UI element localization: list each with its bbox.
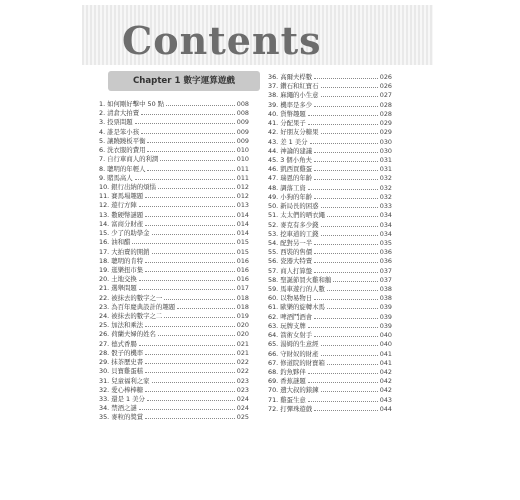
toc-entry-title: 36. 高爾夫桿數: [268, 73, 313, 81]
toc-leader-dots: [314, 194, 378, 199]
toc-entry-title: 67. 修道院的財寶箱: [268, 358, 325, 367]
toc-entry-title: 55. 西裝的售價: [268, 248, 313, 257]
toc-entry-title: 16. 油和醋: [99, 238, 131, 247]
toc-entry-title: 29. 抹茶歷史書: [99, 358, 144, 367]
toc-leader-dots: [327, 360, 378, 365]
toc-leader-dots: [321, 129, 378, 134]
toc-leader-dots: [139, 405, 235, 410]
toc-leader-dots: [314, 406, 378, 411]
toc-entry-title: 42. 好朋友分糖果: [268, 128, 319, 137]
toc-leader-dots: [145, 322, 235, 327]
toc-entry: [268, 221, 392, 230]
toc-entry: [268, 174, 392, 183]
toc-leader-dots: [327, 304, 378, 309]
toc-leader-dots: [321, 387, 378, 392]
toc-entry-title: 19. 逛樂扭市集: [99, 265, 144, 274]
toc-leader-dots: [164, 313, 234, 318]
toc-entry-page: 020: [236, 321, 249, 330]
toc-leader-dots: [327, 286, 378, 291]
toc-entry-title: 2. 清倉大拍賣: [99, 109, 140, 118]
toc-entry-page: 028: [379, 100, 392, 109]
toc-entry-title: 22. 被抹去的數字之一: [99, 293, 163, 302]
toc-column-left: [99, 100, 249, 423]
toc-entry: [268, 405, 392, 414]
toc-entry-title: 63. 玩牌支牌: [268, 321, 306, 330]
toc-entry-page: 014: [236, 229, 249, 238]
toc-leader-dots: [333, 277, 377, 282]
toc-entry-title: 24. 被抹去的數字之二: [99, 312, 163, 321]
toc-entry-title: 45. 3 個小角夫: [268, 155, 312, 164]
toc-leader-dots: [314, 314, 378, 319]
toc-entry: [99, 146, 249, 155]
toc-entry: [99, 266, 249, 275]
toc-entry: [268, 202, 392, 211]
contents-page: [82, 5, 433, 495]
toc-entry-page: 032: [379, 192, 392, 201]
toc-entry: [268, 267, 392, 276]
toc-leader-dots: [314, 258, 378, 263]
toc-leader-dots: [145, 258, 235, 263]
toc-entry-title: 50. 新局長的困惑: [268, 202, 319, 211]
toc-entry-page: 028: [379, 109, 392, 118]
toc-entry: [99, 340, 249, 349]
toc-leader-dots: [152, 249, 235, 254]
toc-entry-page: 022: [236, 358, 249, 367]
toc-entry: [99, 358, 249, 367]
toc-entry-title: 60. 以物易物日: [268, 294, 313, 303]
toc-entry-page: 026: [379, 82, 392, 91]
toc-leader-dots: [314, 175, 378, 180]
toc-entry-page: 022: [236, 367, 249, 376]
toc-entry-title: 48. 調落工資: [268, 183, 306, 192]
toc-entry: [99, 155, 249, 164]
toc-entry-page: 042: [379, 368, 392, 376]
toc-entry: [268, 73, 392, 82]
toc-entry-title: 3. 投票問題: [99, 118, 133, 127]
toc-entry-page: 020: [236, 330, 249, 339]
toc-entry: [268, 91, 392, 100]
toc-entry-page: 041: [379, 349, 392, 358]
toc-entry: [268, 119, 392, 128]
toc-entry: [268, 368, 392, 377]
toc-entry-page: 030: [379, 137, 392, 146]
toc-leader-dots: [139, 341, 235, 346]
toc-entry-page: 011: [236, 164, 249, 173]
toc-entry-title: 49. 小狗的年齡: [268, 192, 313, 201]
toc-entry: [99, 294, 249, 303]
toc-entry-title: 40. 貨幣趣題: [268, 109, 306, 118]
toc-entry: [99, 118, 249, 127]
toc-entry: [268, 386, 392, 395]
toc-entry: [99, 395, 249, 404]
toc-leader-dots: [145, 212, 235, 217]
toc-entry-page: 019: [236, 312, 249, 321]
toc-entry-title: 9. 賭馬高人: [99, 173, 133, 182]
toc-entry-title: 53. 挖車道的工錢: [268, 229, 319, 238]
toc-leader-dots: [321, 341, 378, 346]
toc-entry-title: 65. 湯姆的生意經: [268, 340, 319, 349]
toc-leader-dots: [158, 331, 235, 336]
toc-entry-title: 25. 加法和乘法: [99, 321, 144, 330]
toc-leader-dots: [308, 369, 378, 374]
toc-entry-title: 58. 聖誕節買火雞和鵝: [268, 275, 332, 284]
toc-leader-dots: [327, 212, 378, 217]
toc-entry-title: 10. 銀行出納的煩惱: [99, 182, 156, 191]
toc-entry-title: 46. 凱西買雞蛋: [268, 165, 313, 174]
toc-entry-title: 1. 如何剛好擊中 50 點: [99, 100, 165, 108]
toc-entry-page: 016: [236, 265, 249, 274]
toc-leader-dots: [139, 202, 235, 207]
toc-entry-title: 23. 為百年慶典設計的趣題: [99, 302, 176, 311]
toc-leader-dots: [314, 74, 378, 79]
toc-leader-dots: [147, 138, 234, 143]
toc-entry-title: 7. 自行車商人的利潤: [99, 155, 159, 164]
toc-leader-dots: [135, 175, 235, 180]
toc-entry-title: 26. 荷蘭夫婦的姓名: [99, 330, 156, 339]
toc-leader-dots: [314, 295, 378, 300]
toc-entry-page: 029: [379, 128, 392, 137]
toc-entry-title: 12. 遊行方陣: [99, 201, 137, 210]
toc-leader-dots: [321, 203, 378, 208]
toc-entry: [99, 238, 249, 247]
toc-entry-page: 008: [236, 109, 249, 118]
chapter-heading: Chapter 1 數字運算遊戲: [108, 71, 260, 91]
toc-leader-dots: [145, 414, 235, 419]
toc-leader-dots: [145, 350, 235, 355]
toc-entry-title: 47. 瑞恩的年齡: [268, 174, 313, 183]
toc-entry: [99, 312, 249, 321]
toc-entry: [268, 147, 392, 156]
toc-leader-dots: [152, 378, 235, 383]
toc-leader-dots: [145, 368, 235, 373]
toc-column-right: [268, 73, 392, 414]
toc-leader-dots: [177, 304, 235, 309]
toc-entry: [268, 239, 392, 248]
toc-leader-dots: [145, 193, 235, 198]
toc-leader-dots: [321, 83, 378, 88]
toc-entry-page: 026: [379, 73, 392, 81]
toc-leader-dots: [321, 92, 378, 97]
toc-leader-dots: [321, 222, 378, 227]
toc-leader-dots: [308, 323, 378, 328]
toc-entry-title: 56. 瓷器大特賣: [268, 257, 313, 266]
toc-entry-title: 20. 土地交換: [99, 275, 137, 284]
toc-entry: [99, 275, 249, 284]
toc-entry-title: 33. 還是 1 美分: [99, 395, 145, 403]
toc-leader-dots: [145, 359, 235, 364]
toc-entry-page: 024: [236, 395, 249, 403]
toc-leader-dots: [166, 101, 235, 106]
toc-entry-page: 037: [379, 275, 392, 284]
toc-entry-title: 37. 鑽石和紅寶石: [268, 82, 319, 91]
toc-entry: [268, 101, 392, 110]
toc-entry-page: 010: [236, 155, 249, 164]
toc-entry: [268, 110, 392, 119]
toc-entry: [99, 349, 249, 358]
toc-entry: [268, 128, 392, 137]
toc-leader-dots: [314, 157, 378, 162]
toc-entry: [99, 257, 249, 266]
toc-entry: [99, 284, 249, 293]
toc-entry: [268, 359, 392, 368]
toc-entry-title: 31. 兒童福利之家: [99, 376, 150, 385]
toc-entry-title: 6. 洗衣服的費用: [99, 146, 146, 155]
toc-entry-title: 27. 德式香腸: [99, 339, 137, 348]
toc-entry-page: 038: [379, 294, 392, 303]
toc-entry-title: 43. 差 1 美分: [268, 137, 308, 146]
toc-entry-title: 30. 貝寶雞蛋糕: [99, 367, 144, 376]
toc-entry: [268, 396, 392, 405]
toc-entry-page: 018: [236, 293, 249, 302]
toc-entry-page: 012: [236, 182, 249, 191]
toc-entry-title: 51. 太太們的晒衣繩: [268, 211, 325, 220]
toc-entry: [99, 201, 249, 210]
toc-entry-title: 44. 神論的建議: [268, 146, 313, 155]
toc-entry-title: 34. 禁酒之謎: [99, 404, 137, 413]
toc-entry-page: 011: [236, 173, 249, 182]
toc-entry-page: 025: [236, 413, 249, 422]
toc-leader-dots: [139, 285, 235, 290]
toc-entry-page: 031: [379, 155, 392, 164]
toc-entry-page: 031: [379, 165, 392, 174]
toc-entry-title: 14. 富商分財產: [99, 219, 144, 228]
toc-entry: [268, 184, 392, 193]
toc-entry: [268, 340, 392, 349]
toc-leader-dots: [308, 378, 378, 383]
toc-entry-page: 029: [379, 119, 392, 128]
toc-entry-title: 72. 打彈珠遊戲: [268, 404, 313, 413]
toc-entry-title: 41. 分配果子: [268, 119, 306, 128]
toc-entry: [99, 128, 249, 137]
toc-entry-page: 034: [379, 229, 392, 238]
toc-leader-dots: [308, 111, 378, 116]
toc-leader-dots: [147, 396, 235, 401]
toc-entry-page: 017: [236, 284, 249, 293]
toc-entry-title: 15. 少了的助學金: [99, 229, 150, 238]
toc-entry-page: 038: [379, 285, 392, 294]
toc-entry-title: 54. 配對另一半: [268, 238, 313, 247]
toc-entry-page: 009: [236, 127, 249, 136]
toc-entry-page: 016: [236, 275, 249, 284]
toc-entry: [99, 330, 249, 339]
toc-entry-page: 015: [236, 247, 249, 256]
toc-entry-page: 040: [379, 340, 392, 349]
toc-entry-page: 023: [236, 385, 249, 394]
toc-entry-title: 64. 箭術女射手: [268, 331, 313, 340]
toc-entry-title: 66. 守財奴的財產: [268, 349, 319, 358]
toc-entry-page: 033: [379, 202, 392, 211]
toc-entry-page: 037: [379, 266, 392, 275]
toc-leader-dots: [308, 120, 378, 125]
toc-entry-page: 009: [236, 136, 249, 145]
toc-entry: [99, 303, 249, 312]
toc-entry: [268, 285, 392, 294]
toc-entry-page: 021: [236, 348, 249, 357]
toc-entry: [99, 137, 249, 146]
toc-leader-dots: [308, 185, 378, 190]
toc-entry-page: 041: [379, 358, 392, 367]
toc-entry-page: 040: [379, 331, 392, 340]
toc-entry: [99, 386, 249, 395]
toc-entry-page: 024: [236, 404, 249, 413]
toc-entry-title: 28. 骰子的機率: [99, 348, 144, 357]
toc-entry-page: 027: [379, 91, 392, 100]
toc-entry: [99, 211, 249, 220]
toc-entry: [99, 165, 249, 174]
toc-entry-page: 043: [379, 395, 392, 404]
toc-entry-title: 62. 啤酒鬥酒會: [268, 312, 313, 321]
toc-leader-dots: [314, 166, 378, 171]
toc-leader-dots: [135, 119, 235, 124]
toc-entry-page: 021: [236, 339, 249, 348]
toc-entry-title: 11. 賽馬場趣題: [99, 192, 144, 201]
toc-entry: [268, 193, 392, 202]
toc-leader-dots: [314, 148, 378, 153]
toc-leader-dots: [310, 139, 378, 144]
toc-entry: [268, 257, 392, 266]
toc-entry-title: 5. 讓蹺蹺板平衡: [99, 136, 146, 145]
page-title: Contents: [122, 18, 322, 63]
toc-entry: [268, 230, 392, 239]
toc-entry-title: 32. 愛心棒棒糖: [99, 385, 144, 394]
toc-entry-title: 4. 誰是笨小孩: [99, 127, 140, 136]
toc-leader-dots: [139, 276, 235, 281]
toc-entry-title: 69. 香蕉謎題: [268, 377, 306, 386]
toc-entry-page: 042: [379, 377, 392, 386]
toc-leader-dots: [147, 147, 234, 152]
toc-leader-dots: [141, 129, 235, 134]
toc-entry: [268, 313, 392, 322]
toc-entry-title: 61. 歐樂的旋轉木馬: [268, 303, 325, 312]
toc-leader-dots: [145, 221, 235, 226]
toc-entry-page: 039: [379, 312, 392, 321]
toc-entry-title: 52. 麥克有多少錢: [268, 220, 319, 229]
toc-entry-title: 18. 聰明的肯特: [99, 256, 144, 265]
toc-entry-page: 014: [236, 219, 249, 228]
toc-entry-page: 010: [236, 146, 249, 155]
toc-entry-page: 014: [236, 210, 249, 219]
toc-entry-page: 032: [379, 174, 392, 183]
toc-entry-page: 030: [379, 146, 392, 155]
toc-entry-title: 21. 選舉問題: [99, 284, 137, 293]
toc-entry: [99, 229, 249, 238]
toc-entry-page: 008: [236, 100, 249, 108]
toc-entry-page: 015: [236, 238, 249, 247]
toc-entry: [268, 156, 392, 165]
toc-leader-dots: [314, 102, 378, 107]
toc-entry-page: 034: [379, 220, 392, 229]
toc-entry-title: 8. 聰明的年輕人: [99, 164, 146, 173]
toc-entry-page: 036: [379, 248, 392, 257]
toc-leader-dots: [308, 397, 378, 402]
toc-leader-dots: [147, 166, 234, 171]
toc-entry-page: 009: [236, 118, 249, 127]
toc-entry: [99, 248, 249, 257]
toc-leader-dots: [164, 295, 234, 300]
toc-entry: [268, 303, 392, 312]
toc-entry: [268, 211, 392, 220]
toc-leader-dots: [152, 230, 235, 235]
toc-entry-title: 59. 馬車遊行的人數: [268, 285, 325, 294]
toc-entry-page: 016: [236, 256, 249, 265]
toc-leader-dots: [314, 240, 378, 245]
toc-entry-page: 013: [236, 201, 249, 210]
toc-entry-title: 71. 雞蛋生意: [268, 395, 306, 404]
toc-entry: [99, 377, 249, 386]
toc-leader-dots: [314, 332, 378, 337]
toc-entry: [268, 138, 392, 147]
toc-leader-dots: [321, 351, 378, 356]
toc-entry-page: 012: [236, 192, 249, 201]
toc-leader-dots: [160, 156, 235, 161]
toc-entry-title: 35. 麥粒的獎賞: [99, 413, 144, 422]
toc-entry-title: 17. 大拍賣的開銷: [99, 247, 150, 256]
toc-entry-page: 023: [236, 376, 249, 385]
toc-entry: [99, 183, 249, 192]
toc-leader-dots: [158, 184, 235, 189]
toc-entry-title: 13. 數硬幣謎題: [99, 210, 144, 219]
toc-leader-dots: [141, 110, 235, 115]
toc-entry-page: 036: [379, 257, 392, 266]
toc-entry-page: 039: [379, 303, 392, 312]
toc-entry-title: 70. 遺大叔的錶鍊: [268, 386, 319, 395]
toc-entry-page: 044: [379, 404, 392, 413]
toc-entry: [268, 248, 392, 257]
toc-entry: [268, 322, 392, 331]
toc-leader-dots: [321, 231, 378, 236]
toc-entry: [99, 100, 249, 109]
toc-entry: [99, 367, 249, 376]
toc-entry-page: 039: [379, 321, 392, 330]
toc-leader-dots: [145, 267, 235, 272]
toc-entry-page: 035: [379, 238, 392, 247]
toc-leader-dots: [145, 387, 235, 392]
toc-entry-page: 018: [236, 302, 249, 311]
toc-entry-title: 38. 麻繩的小生意: [268, 91, 319, 100]
toc-entry-page: 032: [379, 183, 392, 192]
toc-entry-title: 39. 機率是多少: [268, 100, 313, 109]
toc-entry-title: 57. 商人打算盤: [268, 266, 313, 275]
toc-entry-page: 034: [379, 211, 392, 220]
toc-entry: [268, 276, 392, 285]
toc-entry: [99, 220, 249, 229]
toc-entry: [99, 174, 249, 183]
toc-entry: [268, 350, 392, 359]
toc-entry-page: 042: [379, 386, 392, 395]
toc-entry: [268, 331, 392, 340]
toc-entry: [99, 413, 249, 422]
toc-leader-dots: [132, 239, 234, 244]
toc-leader-dots: [314, 268, 378, 273]
toc-leader-dots: [314, 249, 378, 254]
toc-entry-title: 68. 釣魚夥伴: [268, 368, 306, 376]
